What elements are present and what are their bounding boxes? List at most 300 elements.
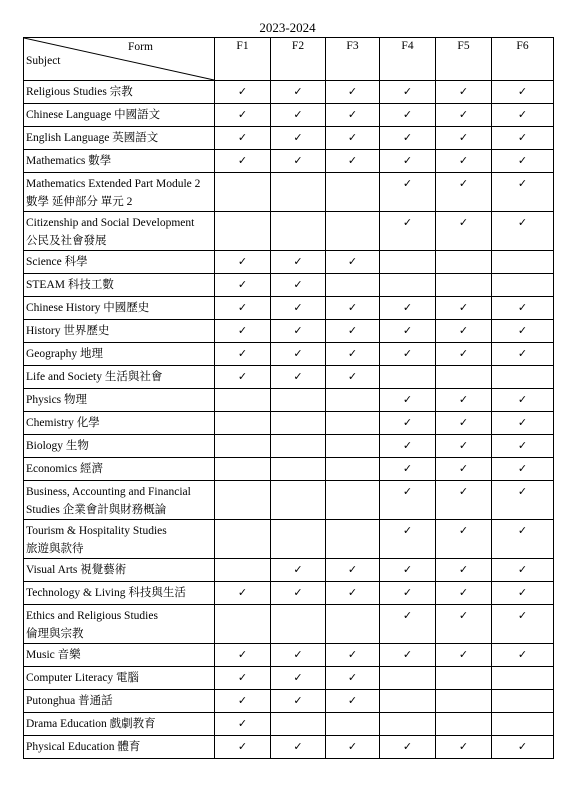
form-f4-cell (380, 690, 436, 713)
subject-name-line: Chinese History 中國歷史 (26, 302, 150, 314)
form-f3-cell (326, 320, 380, 343)
form-f5-cell (436, 520, 492, 559)
check-mark-icon: ✓ (402, 324, 413, 337)
form-f1-cell (215, 366, 271, 389)
form-f5-cell (436, 104, 492, 127)
form-f4-cell (380, 297, 436, 320)
subject-name-line: Life and Society 生活與社會 (26, 371, 163, 383)
form-f4-cell (380, 435, 436, 458)
form-f2-cell (271, 435, 326, 458)
form-f2-cell (271, 297, 326, 320)
form-f2-cell (271, 366, 326, 389)
check-mark-icon: ✓ (237, 347, 248, 360)
check-mark-icon: ✓ (458, 462, 469, 475)
form-f6-cell (492, 251, 554, 274)
form-f4-cell (380, 251, 436, 274)
subject-name-line: Visual Arts 視覺藝術 (26, 564, 127, 576)
form-f6-cell (492, 127, 554, 150)
form-f4-cell (380, 173, 436, 212)
form-f5-cell (436, 212, 492, 251)
form-f5-cell (436, 150, 492, 173)
form-f1-cell (215, 173, 271, 212)
check-mark-icon: ✓ (293, 370, 303, 383)
subject-name-cell (24, 366, 215, 389)
form-header-f6: F6 (492, 38, 554, 81)
check-mark-icon: ✓ (517, 347, 528, 360)
check-mark-icon: ✓ (458, 524, 469, 537)
check-mark-icon: ✓ (347, 324, 358, 337)
table-row (24, 297, 554, 320)
table-row (24, 435, 554, 458)
table-row (24, 412, 554, 435)
subject-name-cell (24, 251, 215, 274)
form-f3-cell (326, 713, 380, 736)
form-f6-cell (492, 520, 554, 559)
check-mark-icon: ✓ (402, 609, 413, 622)
subject-name-cell (24, 667, 215, 690)
form-f5-cell (436, 458, 492, 481)
form-f2-cell (271, 559, 326, 582)
check-mark-icon: ✓ (458, 324, 469, 337)
form-f1-cell (215, 481, 271, 520)
table-row (24, 481, 554, 520)
form-f1-cell (215, 458, 271, 481)
subject-header-label: Subject (26, 55, 61, 67)
check-mark-icon: ✓ (517, 324, 528, 337)
check-mark-icon: ✓ (458, 177, 469, 190)
check-mark-icon: ✓ (347, 154, 358, 167)
subject-name-line: 公民及社會發展 (26, 235, 107, 247)
form-f2-cell (271, 520, 326, 559)
check-mark-icon: ✓ (237, 694, 248, 707)
check-mark-icon: ✓ (347, 671, 358, 684)
form-f4-cell (380, 713, 436, 736)
check-mark-icon: ✓ (237, 648, 248, 661)
check-mark-icon: ✓ (347, 370, 358, 383)
form-f3-cell (326, 343, 380, 366)
form-f1-cell (215, 343, 271, 366)
subject-name-line: Music 音樂 (26, 649, 81, 661)
check-mark-icon: ✓ (293, 85, 303, 98)
form-f5-cell (436, 582, 492, 605)
form-f3-cell (326, 274, 380, 297)
subject-name-line: Physics 物理 (26, 394, 88, 406)
form-f3-cell (326, 127, 380, 150)
check-mark-icon: ✓ (237, 740, 248, 753)
form-f1-cell (215, 736, 271, 759)
check-mark-icon: ✓ (458, 609, 469, 622)
form-f2-cell (271, 173, 326, 212)
form-f1-cell (215, 412, 271, 435)
check-mark-icon: ✓ (517, 462, 528, 475)
subject-name-cell (24, 150, 215, 173)
check-mark-icon: ✓ (402, 301, 413, 314)
form-f2-cell (271, 127, 326, 150)
subject-name-cell (24, 173, 215, 212)
check-mark-icon: ✓ (517, 648, 528, 661)
form-f5-cell (436, 481, 492, 520)
check-mark-icon: ✓ (237, 278, 248, 291)
form-f6-cell (492, 366, 554, 389)
subject-name-cell (24, 343, 215, 366)
check-mark-icon: ✓ (517, 485, 528, 498)
form-f6-cell (492, 389, 554, 412)
check-mark-icon: ✓ (402, 416, 413, 429)
check-mark-icon: ✓ (293, 694, 303, 707)
check-mark-icon: ✓ (237, 154, 248, 167)
form-f3-cell (326, 690, 380, 713)
table-row (24, 104, 554, 127)
form-f4-cell (380, 366, 436, 389)
form-f6-cell (492, 644, 554, 667)
form-f6-cell (492, 81, 554, 104)
check-mark-icon: ✓ (402, 563, 413, 576)
form-f3-cell (326, 481, 380, 520)
check-mark-icon: ✓ (402, 462, 413, 475)
check-mark-icon: ✓ (402, 393, 413, 406)
check-mark-icon: ✓ (402, 485, 413, 498)
form-f6-cell (492, 343, 554, 366)
subject-name-cell (24, 320, 215, 343)
table-row (24, 389, 554, 412)
form-f2-cell (271, 274, 326, 297)
form-f5-cell (436, 320, 492, 343)
form-f6-cell (492, 458, 554, 481)
table-row (24, 520, 554, 559)
form-f6-cell (492, 104, 554, 127)
table-row (24, 667, 554, 690)
form-f2-cell (271, 736, 326, 759)
subject-name-line: Computer Literacy 電腦 (26, 672, 140, 684)
table-row (24, 81, 554, 104)
form-f1-cell (215, 582, 271, 605)
form-f2-cell (271, 104, 326, 127)
form-f4-cell (380, 212, 436, 251)
table-row (24, 458, 554, 481)
form-f5-cell (436, 667, 492, 690)
check-mark-icon: ✓ (347, 85, 358, 98)
check-mark-icon: ✓ (347, 255, 358, 268)
check-mark-icon: ✓ (458, 301, 469, 314)
check-mark-icon: ✓ (402, 154, 413, 167)
form-f3-cell (326, 644, 380, 667)
check-mark-icon: ✓ (458, 648, 469, 661)
check-mark-icon: ✓ (458, 416, 469, 429)
form-f5-cell (436, 173, 492, 212)
subject-name-line: Mathematics Extended Part Module 2 (26, 178, 201, 190)
form-f6-cell (492, 605, 554, 644)
form-f6-cell (492, 412, 554, 435)
form-f2-cell (271, 251, 326, 274)
form-f1-cell (215, 320, 271, 343)
form-f4-cell (380, 582, 436, 605)
form-f6-cell (492, 582, 554, 605)
check-mark-icon: ✓ (458, 740, 469, 753)
form-f4-cell (380, 458, 436, 481)
subject-name-line: Physical Education 體育 (26, 741, 141, 753)
check-mark-icon: ✓ (293, 671, 303, 684)
form-f3-cell (326, 458, 380, 481)
subject-name-line: Biology 生物 (26, 440, 89, 452)
check-mark-icon: ✓ (402, 216, 413, 229)
form-f1-cell (215, 605, 271, 644)
form-f2-cell (271, 150, 326, 173)
form-f4-cell (380, 81, 436, 104)
subject-name-cell (24, 274, 215, 297)
form-f1-cell (215, 81, 271, 104)
subject-rows (24, 81, 554, 759)
check-mark-icon: ✓ (458, 485, 469, 498)
form-f2-cell (271, 320, 326, 343)
check-mark-icon: ✓ (458, 439, 469, 452)
subject-name-line: Ethics and Religious Studies (26, 610, 158, 622)
form-f6-cell (492, 690, 554, 713)
form-f1-cell (215, 435, 271, 458)
check-mark-icon: ✓ (293, 563, 303, 576)
form-header-f1: F1 (215, 38, 271, 81)
subject-name-cell (24, 127, 215, 150)
form-f4-cell (380, 559, 436, 582)
form-f2-cell (271, 458, 326, 481)
form-f3-cell (326, 251, 380, 274)
subject-name-cell (24, 582, 215, 605)
form-f2-cell (271, 389, 326, 412)
subject-name-cell (24, 605, 215, 644)
check-mark-icon: ✓ (293, 131, 303, 144)
form-f5-cell (436, 435, 492, 458)
check-mark-icon: ✓ (402, 177, 413, 190)
check-mark-icon: ✓ (458, 85, 469, 98)
form-header-label: Form (128, 41, 153, 53)
check-mark-icon: ✓ (402, 131, 413, 144)
check-mark-icon: ✓ (237, 108, 248, 121)
table-row (24, 173, 554, 212)
form-f5-cell (436, 297, 492, 320)
form-f1-cell (215, 520, 271, 559)
form-f2-cell (271, 481, 326, 520)
form-f3-cell (326, 582, 380, 605)
subject-name-cell (24, 713, 215, 736)
form-f4-cell (380, 150, 436, 173)
subject-name-line: 旅遊與款待 (26, 543, 84, 555)
check-mark-icon: ✓ (347, 563, 358, 576)
subject-name-cell (24, 81, 215, 104)
form-f5-cell (436, 713, 492, 736)
check-mark-icon: ✓ (293, 648, 303, 661)
check-mark-icon: ✓ (517, 439, 528, 452)
form-f6-cell (492, 320, 554, 343)
form-f6-cell (492, 173, 554, 212)
subject-name-cell (24, 520, 215, 559)
check-mark-icon: ✓ (402, 524, 413, 537)
form-header-f4: F4 (380, 38, 436, 81)
subject-name-line: Geography 地理 (26, 348, 103, 360)
form-f4-cell (380, 127, 436, 150)
check-mark-icon: ✓ (237, 85, 248, 98)
form-f4-cell (380, 412, 436, 435)
form-f6-cell (492, 297, 554, 320)
form-f2-cell (271, 212, 326, 251)
subject-name-cell (24, 297, 215, 320)
form-f3-cell (326, 667, 380, 690)
form-f3-cell (326, 389, 380, 412)
subject-name-line: 倫理與宗教 (26, 628, 84, 640)
check-mark-icon: ✓ (517, 131, 528, 144)
check-mark-icon: ✓ (458, 131, 469, 144)
check-mark-icon: ✓ (237, 671, 248, 684)
check-mark-icon: ✓ (402, 648, 413, 661)
form-f6-cell (492, 274, 554, 297)
check-mark-icon: ✓ (458, 563, 469, 576)
subject-name-line: Business, Accounting and Financial (26, 486, 191, 498)
form-f6-cell (492, 481, 554, 520)
subject-name-line: Technology & Living 科技與生活 (26, 587, 186, 599)
check-mark-icon: ✓ (293, 586, 303, 599)
form-f4-cell (380, 104, 436, 127)
form-f5-cell (436, 81, 492, 104)
form-f1-cell (215, 713, 271, 736)
check-mark-icon: ✓ (517, 393, 528, 406)
check-mark-icon: ✓ (237, 717, 248, 730)
subject-name-cell (24, 644, 215, 667)
form-header-f5: F5 (436, 38, 492, 81)
form-f5-cell (436, 736, 492, 759)
table-row (24, 605, 554, 644)
form-f5-cell (436, 274, 492, 297)
form-f3-cell (326, 104, 380, 127)
subject-name-line: Drama Education 戲劇教育 (26, 718, 156, 730)
form-f5-cell (436, 644, 492, 667)
check-mark-icon: ✓ (458, 586, 469, 599)
form-f4-cell (380, 520, 436, 559)
form-f2-cell (271, 412, 326, 435)
check-mark-icon: ✓ (402, 347, 413, 360)
check-mark-icon: ✓ (347, 740, 358, 753)
check-mark-icon: ✓ (517, 216, 528, 229)
form-f3-cell (326, 435, 380, 458)
subject-name-line: English Language 英國語文 (26, 132, 159, 144)
table-row (24, 343, 554, 366)
form-f2-cell (271, 713, 326, 736)
check-mark-icon: ✓ (293, 255, 303, 268)
check-mark-icon: ✓ (293, 347, 303, 360)
check-mark-icon: ✓ (517, 108, 528, 121)
table-row (24, 212, 554, 251)
form-f5-cell (436, 127, 492, 150)
subject-name-cell (24, 559, 215, 582)
form-f5-cell (436, 412, 492, 435)
table-row (24, 736, 554, 759)
form-f3-cell (326, 366, 380, 389)
form-f1-cell (215, 251, 271, 274)
check-mark-icon: ✓ (517, 524, 528, 537)
form-f2-cell (271, 605, 326, 644)
check-mark-icon: ✓ (347, 347, 358, 360)
check-mark-icon: ✓ (517, 740, 528, 753)
check-mark-icon: ✓ (293, 154, 303, 167)
header-corner-cell (24, 38, 215, 81)
table-row (24, 366, 554, 389)
form-f2-cell (271, 343, 326, 366)
check-mark-icon: ✓ (402, 586, 413, 599)
check-mark-icon: ✓ (402, 740, 413, 753)
header-row (24, 38, 554, 81)
check-mark-icon: ✓ (458, 154, 469, 167)
check-mark-icon: ✓ (347, 301, 358, 314)
check-mark-icon: ✓ (517, 609, 528, 622)
form-f3-cell (326, 297, 380, 320)
subject-name-cell (24, 690, 215, 713)
form-f5-cell (436, 389, 492, 412)
check-mark-icon: ✓ (347, 586, 358, 599)
form-f1-cell (215, 104, 271, 127)
check-mark-icon: ✓ (293, 740, 303, 753)
table-row (24, 274, 554, 297)
form-f1-cell (215, 212, 271, 251)
table-row (24, 713, 554, 736)
subject-name-line: Chemistry 化學 (26, 417, 100, 429)
check-mark-icon: ✓ (293, 324, 303, 337)
form-f3-cell (326, 81, 380, 104)
check-mark-icon: ✓ (458, 393, 469, 406)
subject-table (23, 37, 554, 759)
check-mark-icon: ✓ (517, 301, 528, 314)
table-row (24, 320, 554, 343)
subject-name-line: Citizenship and Social Development (26, 217, 195, 229)
subject-name-line: Tourism & Hospitality Studies (26, 525, 167, 537)
form-f5-cell (436, 251, 492, 274)
check-mark-icon: ✓ (458, 216, 469, 229)
check-mark-icon: ✓ (237, 586, 248, 599)
table-row (24, 559, 554, 582)
form-f5-cell (436, 605, 492, 644)
subject-name-cell (24, 104, 215, 127)
form-f1-cell (215, 644, 271, 667)
check-mark-icon: ✓ (458, 347, 469, 360)
form-f1-cell (215, 150, 271, 173)
subject-name-line: STEAM 科技工數 (26, 279, 114, 291)
check-mark-icon: ✓ (237, 370, 248, 383)
check-mark-icon: ✓ (517, 154, 528, 167)
subject-name-cell (24, 458, 215, 481)
table-row (24, 150, 554, 173)
check-mark-icon: ✓ (517, 85, 528, 98)
form-f4-cell (380, 274, 436, 297)
form-f4-cell (380, 389, 436, 412)
form-f6-cell (492, 435, 554, 458)
form-f6-cell (492, 713, 554, 736)
form-f3-cell (326, 412, 380, 435)
check-mark-icon: ✓ (347, 694, 358, 707)
form-f1-cell (215, 389, 271, 412)
subject-name-line: History 世界歷史 (26, 325, 110, 337)
subject-name-line: Chinese Language 中國語文 (26, 109, 161, 121)
check-mark-icon: ✓ (347, 648, 358, 661)
form-f1-cell (215, 127, 271, 150)
form-f4-cell (380, 481, 436, 520)
form-f3-cell (326, 559, 380, 582)
form-f2-cell (271, 690, 326, 713)
form-f2-cell (271, 667, 326, 690)
form-f4-cell (380, 644, 436, 667)
table-row (24, 251, 554, 274)
subject-name-line: Mathematics 數學 (26, 155, 112, 167)
form-f3-cell (326, 736, 380, 759)
subject-name-cell (24, 736, 215, 759)
subject-name-line: Science 科學 (26, 256, 88, 268)
form-f6-cell (492, 667, 554, 690)
check-mark-icon: ✓ (293, 301, 303, 314)
